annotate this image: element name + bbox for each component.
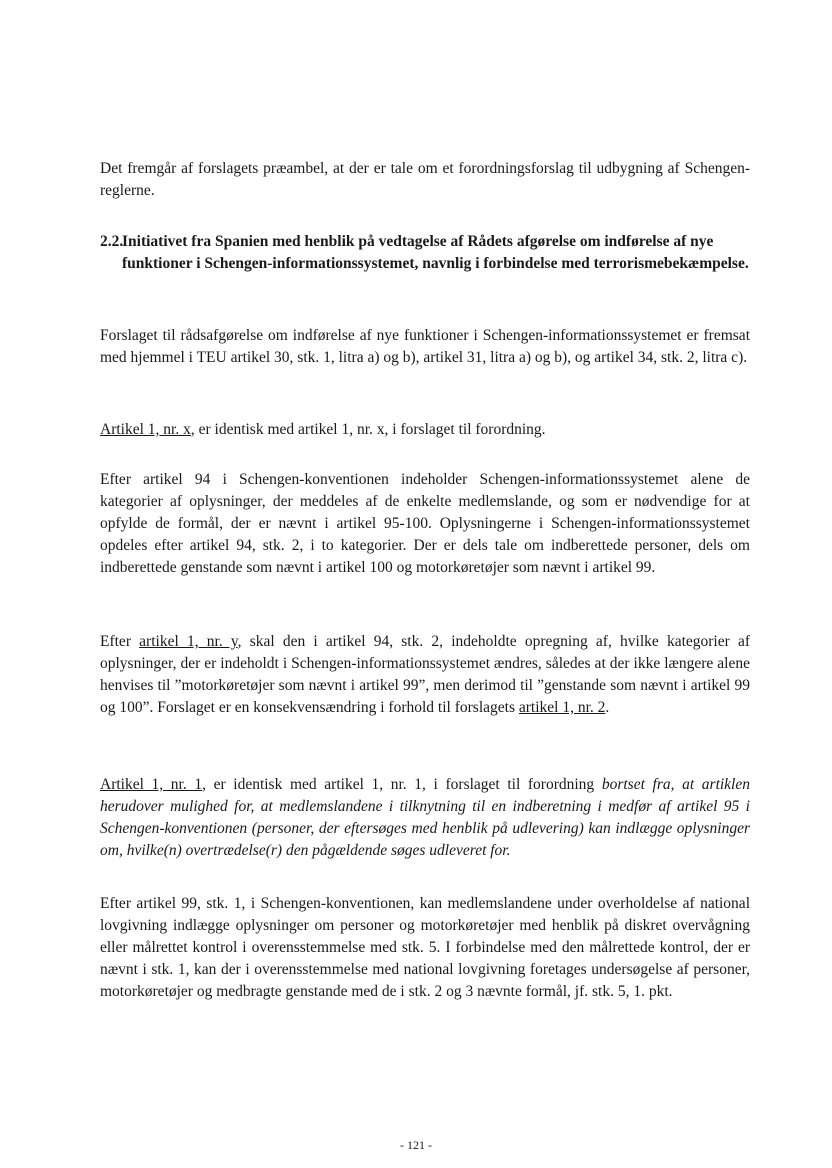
paragraph-article-99: Efter artikel 99, stk. 1, i Schengen-konventionen, kan medlemslandene under overholdelse af national lovgivning indlægge oplysninger om personer og motorkøretøjer med henblik på diskret overvågning eller målrettet kontrol i overensstemmelse med stk. 5. I forbindelse med den målrettede kontrol, der er nævnt i stk. 1, kan der i overensstemmelse med national lovgivning foretages undersøgelse af personer, motorkøretøjer og medbragte genstande med de i stk. 2 og 3 nævnte formål, jf. stk. 5, 1. pkt. [100,895,750,1000]
section-number: 2.2. [100,233,124,250]
article-ref-x: Artikel 1, nr. x [100,421,191,438]
article-ref-y: artikel 1, nr. y [139,633,238,650]
paragraph-article-y-pre: Efter [100,633,140,650]
paragraph-article-1-italic: bortset fra, at artiklen herudover mulighed for, at medlemslandene i tilknytning til en indberetning i medfør af artikel 95 i Schengen-konventionen (personer, der eftersøges med henblik på udlevering) kan indlægge oplysninger om, hvilke(n) overtrædelse(r) den pågældende søges udleveret for. [100,776,750,859]
paragraph-article-94: Efter artikel 94 i Schengen-konventionen indeholder Schengen-informationssystemet alene de kategorier af oplysninger, der meddeles af de enkelte medlemslande, og som er nødvendige for at opfylde de formål, der er nævnt i artikel 95-100. Oplysningerne i Schengen-informationssystemet opdeles efter artikel 94, stk. 2, i to kategorier. Der er dels tale om indberettede personer, dels om indberettede genstande som nævnt i artikel 100 og motorkøretøjer som nævnt i artikel 99. [100,471,750,576]
paragraph-article-1 [100,774,750,862]
paragraph-intro: Det fremgår af forslagets præambel, at der er tale om et forordningsforslag til udbygning af Schengen-reglerne. [100,160,750,199]
article-ref-2: artikel 1, nr. 2 [518,699,606,716]
section-title: Initiativet fra Spanien med henblik på vedtagelse af Rådets afgørelse om indførelse af nye funktioner i Schengen-informationssystemet, navnlig i forbindelse med terrorismebekæmpelse. [122,233,749,272]
paragraph-article-x [100,419,750,441]
paragraph-article-y [100,631,750,719]
paragraph-article-y-mid: , skal den i artikel 94, stk. 2, indeholdte opregning af, hvilke kategorier af oplysninger, der er indeholdt i Schengen-informationssystemet ændres, således at der ikke længere alene henvises til ”motorkøretøjer som nævnt i artikel 99”, men derimod til ”genstande som nævnt i artikel 99 og 100”. Forslaget er en konsekvensændring i forhold til forslagets [100,633,750,716]
section-heading [100,231,750,275]
page-number: - 121 - [400,1138,432,1152]
article-ref-1: Artikel 1, nr. 1 [100,776,203,793]
paragraph-article-1-text: , er identisk med artikel 1, nr. 1, i forslaget til forordning [202,776,602,793]
paragraph-article-x-text: , er identisk med artikel 1, nr. x, i forslaget til forordning. [190,421,546,438]
paragraph-legal-basis: Forslaget til rådsafgørelse om indførelse af nye funktioner i Schengen-informationssystemet er fremsat med hjemmel i TEU artikel 30, stk. 1, litra a) og b), artikel 31, litra a) og b), og artikel 34, stk. 2, litra c). [100,327,750,366]
paragraph-article-y-end: . [605,699,610,716]
